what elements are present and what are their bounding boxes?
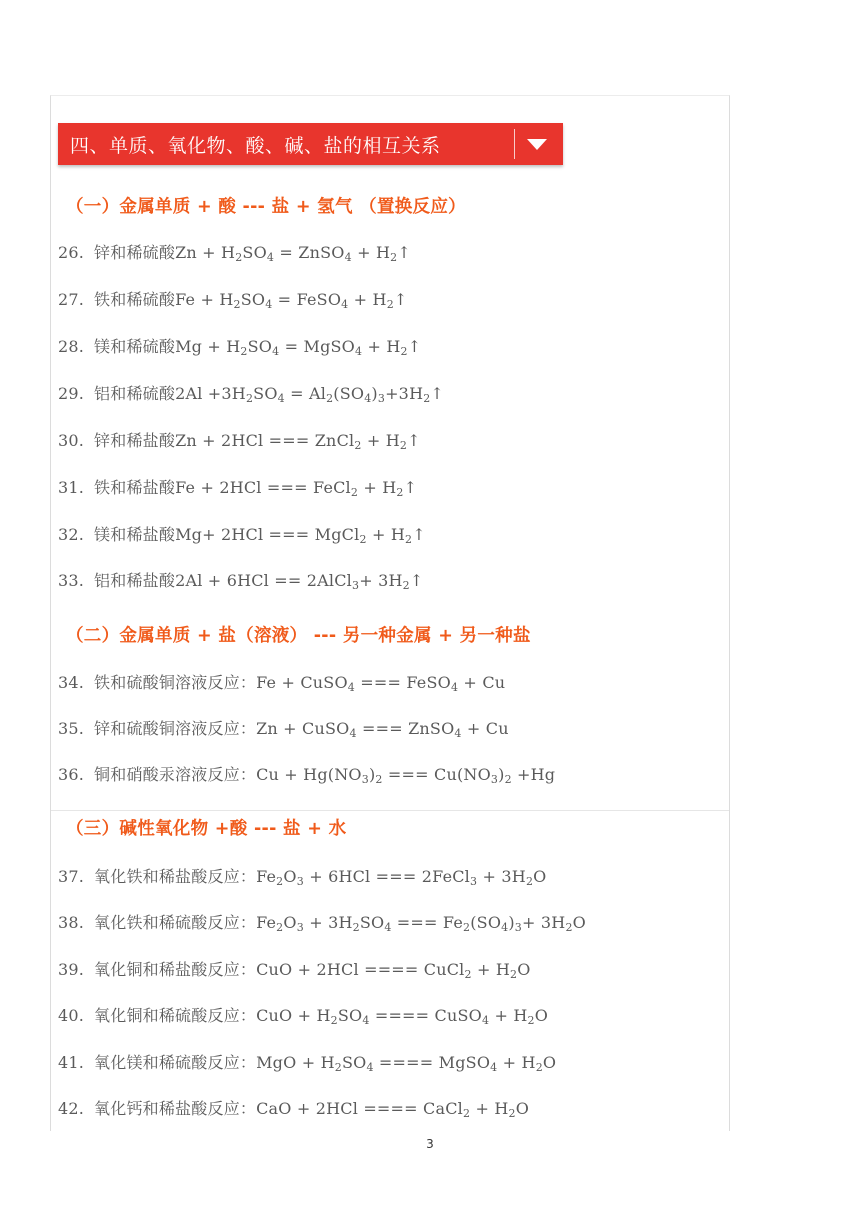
equation-number: 42. [58, 1099, 85, 1118]
chemical-formula: CuO + $H_2SO_4$ ==== CuSO$_4$ + $H_2O$ [256, 1006, 549, 1027]
equation-line [58, 716, 509, 739]
equation-number: 32. [58, 525, 85, 544]
section-banner[interactable] [58, 123, 563, 165]
chemical-formula: $2Al +3H_2SO_4$ = $Al_2(SO_4)_3+3H_2↑$ [175, 384, 445, 405]
equation-number: 27. [58, 290, 85, 309]
equation-line [58, 334, 421, 357]
equation-line [58, 240, 411, 263]
reaction-name: 铝和稀硫酸 [94, 384, 176, 403]
divider [51, 810, 729, 811]
reaction-name: 铝和稀盐酸 [94, 571, 176, 590]
reaction-name: 氧化铁和稀盐酸反应： [94, 867, 257, 886]
equation-number: 37. [58, 867, 85, 886]
equation-number: 33. [58, 571, 85, 590]
reaction-name: 锌和硫酸铜溶液反应： [94, 719, 257, 738]
equation-number: 35. [58, 719, 85, 738]
section-heading-3: （三）碱性氧化物 +酸 --- 盐 + 水 [66, 819, 347, 839]
equation-line [58, 762, 555, 785]
chemical-formula: $Zn + H_2SO_4$ = ZnSO$_4$ + $H_2↑$ [175, 243, 411, 264]
reaction-name: 镁和稀盐酸 [94, 525, 176, 544]
reaction-name: 锌和稀硫酸 [94, 243, 176, 262]
equation-line [58, 910, 586, 933]
equation-line [58, 670, 505, 693]
equation-number: 31. [58, 478, 85, 497]
reaction-name: 氧化铜和稀盐酸反应： [94, 960, 257, 979]
equation-number: 38. [58, 913, 85, 932]
equation-line [58, 381, 444, 404]
chemical-formula: Fe + 2HCl === FeCl$_2$ + $H_2↑$ [175, 478, 418, 499]
chemical-formula: $Fe + H_2SO_4$ = FeSO$_4$ + $H_2↑$ [175, 290, 408, 311]
banner-title: 四、单质、氧化物、酸、碱、盐的相互关系 [70, 134, 441, 157]
equation-line [58, 428, 421, 451]
chemical-formula: MgO + $H_2SO_4$ ==== MgSO$_4$ + $H_2O$ [256, 1053, 557, 1074]
equation-number: 29. [58, 384, 85, 403]
chemical-formula: $Fe_2O_3 + 6HCl$ === 2FeCl$_3$ + $3H_2O$ [256, 867, 547, 888]
reaction-name: 氧化铜和稀硫酸反应： [94, 1006, 257, 1025]
equation-line [58, 522, 426, 545]
chemical-formula: $Mg + H_2SO_4$ = MgSO$_4$ + $H_2↑$ [175, 337, 422, 358]
chemical-formula: Zn + 2HCl === ZnCl$_2$ + $H_2↑$ [175, 431, 421, 452]
chevron-down-icon[interactable] [527, 139, 547, 150]
equation-number: 36. [58, 765, 85, 784]
reaction-name: 铁和硫酸铜溶液反应： [94, 673, 257, 692]
page-number: 3 [426, 1137, 434, 1151]
equation-number: 39. [58, 960, 85, 979]
equation-line [58, 568, 423, 591]
equation-line [58, 1096, 529, 1119]
chemical-formula: CuO + 2HCl ==== CuCl$_2$ + $H_2O$ [256, 960, 531, 981]
chemical-formula: 2Al + 6HCl == 2AlCl$_3$+ $3H_2↑$ [175, 571, 424, 592]
reaction-name: 铜和硝酸汞溶液反应： [94, 765, 257, 784]
chemical-formula: Mg+ 2HCl === MgCl$_2$ + $H_2↑$ [175, 525, 426, 546]
equation-number: 41. [58, 1053, 85, 1072]
equation-number: 28. [58, 337, 85, 356]
equation-line [58, 1050, 556, 1073]
section-heading-1: （一）金属单质 + 酸 --- 盐 + 氢气 （置换反应） [66, 197, 466, 217]
equation-number: 26. [58, 243, 85, 262]
section-heading-2: （二）金属单质 + 盐（溶液） --- 另一种金属 + 另一种盐 [66, 626, 531, 646]
chemical-formula: $Cu + Hg(NO_3)_2$ === $Cu(NO_3)_2 +Hg$ [256, 765, 556, 786]
chemical-formula: CaO + 2HCl ==== CaCl$_2$ + $H_2O$ [256, 1099, 530, 1120]
equation-number: 30. [58, 431, 85, 450]
chemical-formula: $Fe_2O_3 + 3H_2SO_4$ === $Fe_2(SO_4)_3+ 3H_2O$ [256, 913, 586, 934]
equation-line [58, 864, 546, 887]
reaction-name: 镁和稀硫酸 [94, 337, 176, 356]
reaction-name: 铁和稀盐酸 [94, 478, 176, 497]
reaction-name: 锌和稀盐酸 [94, 431, 176, 450]
reaction-name: 氧化钙和稀盐酸反应： [94, 1099, 257, 1118]
chemical-formula: Zn + CuSO$_4$ === ZnSO$_4$ + Cu [256, 719, 509, 740]
reaction-name: 氧化镁和稀硫酸反应： [94, 1053, 257, 1072]
equation-line [58, 957, 531, 980]
banner-separator [514, 129, 515, 159]
chemical-formula: Fe + CuSO$_4$ === FeSO$_4$ + Cu [256, 673, 506, 694]
equation-number: 40. [58, 1006, 85, 1025]
reaction-name: 铁和稀硫酸 [94, 290, 176, 309]
equation-line [58, 287, 408, 310]
equation-number: 34. [58, 673, 85, 692]
reaction-name: 氧化铁和稀硫酸反应： [94, 913, 257, 932]
equation-line [58, 475, 417, 498]
equation-line [58, 1003, 548, 1026]
